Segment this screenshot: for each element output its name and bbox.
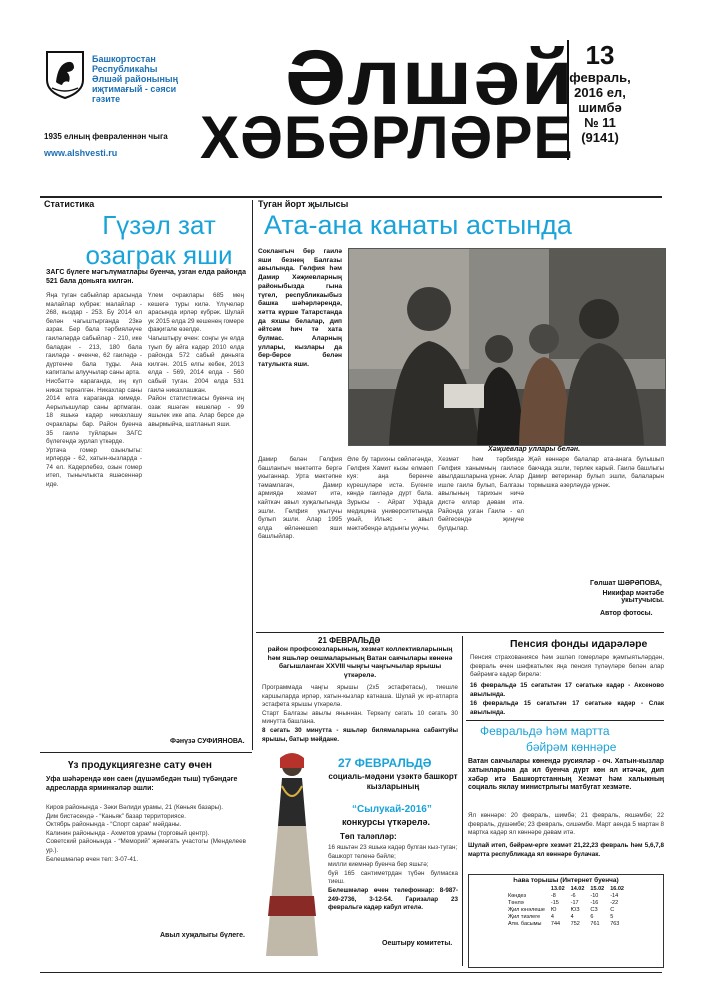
weather-cell: -16 <box>590 900 599 906</box>
website-link[interactable]: www.alshvesti.ru <box>44 148 118 158</box>
weather-row-label: Төнлә <box>508 900 524 906</box>
weather-cell: 761 <box>590 921 600 927</box>
logo-emblem <box>44 50 86 100</box>
left-bottom-rule <box>40 752 252 753</box>
weather-row <box>505 893 627 900</box>
sale-line-1: Киров районында - Зәки Вәлиди урамы, 21 (Көньяк базары). <box>46 804 224 811</box>
photo-credit: Автор фотосы. <box>600 610 653 617</box>
date-weekday: шимбә <box>578 100 622 115</box>
pension-bottom-rule <box>466 720 664 721</box>
masthead-title-line2: ХӘБӘРЛӘРЕ <box>200 104 574 171</box>
left-p5: Чагыштыру өчен: соңгы ун елда туып бу айга кадәр 2010 елда районда 572 сабый дөньяга килгән. 2015 елгы кебек, 2013 елда - 569, 2014 елда - 560 сабый туган. 2004 елда 531 гаилә никахлашкан. <box>148 334 244 394</box>
center-signature: Гөлшат ШӘРӘПОВА, <box>590 580 662 587</box>
left-col-2 <box>148 292 244 430</box>
page-bottom-rule <box>40 972 662 973</box>
weather-row <box>505 900 627 907</box>
center-col-2: Әле бу тарихны сөйләгәндә, Гөлфия Хамит кызы елмаеп куя: аңа беренче күрешүләре истә. Бүгенге көндә гаиләдә дүрт бала. Зурысы - Айрат Уфада медицина университетында укый, Ильяс - авыл мәктәбендә алдынгы укучы. <box>347 456 433 532</box>
date-year: 2016 ел, <box>574 85 626 100</box>
masthead-rule <box>40 196 662 198</box>
weather-cell: Ю <box>550 907 557 913</box>
pension-heading: Пенсия фонды идарәләре <box>510 638 648 650</box>
weather-cell: -17 <box>570 900 579 906</box>
event27-req-2: башкорт теленә бәйле; <box>328 852 396 860</box>
weather-cell: -6 <box>570 893 576 899</box>
pension-line-1: 16 февральдә 15 сәгатьтән 17 сәгатькә кадәр - Аксеново авылында. <box>470 682 664 698</box>
weather-row-label: Җил юнәлеше <box>508 907 545 913</box>
weather-row-label: Көндез <box>508 893 527 899</box>
event21-text-2: Старт Балгазы авылы яныннан. Теркәлү сәгать 10 сәгать 30 минутта башлана. <box>262 709 458 726</box>
pension-line-2: 16 февральдә 15 сәгатьтән 17 сәгатькә кадәр - Слак авылында. <box>470 700 664 716</box>
event21-heading: 21 ФЕВРАЛЬДӘ <box>318 636 381 645</box>
holiday-text: Ял көннәре: 20 февраль, шимбә; 21 февраль, якшәмбе; 22 февраль, дүшәмбе; 23 февраль, сишәмбе. Март аенда 5 мартан 8 мартка кадәр ял көннәре дәвам итә. <box>468 812 664 837</box>
masthead-title-line1: Әлшәй <box>285 33 574 121</box>
holiday-heading-line1: Февральдә һәм мартта <box>480 724 610 738</box>
publisher-text: Башкортостан Республикаһы Әлшәй районының иҗтимағый - сәяси гәзите <box>92 54 179 104</box>
weather-row-label: Атм. басымы <box>508 921 542 927</box>
weather-cell: 4 <box>550 914 554 920</box>
weather-cell: 6 <box>590 914 594 920</box>
left-title-line1: Гүзәл зат <box>102 210 216 240</box>
column-divider-center <box>462 636 463 966</box>
left-p2: Нисбәттә караганда, иң күп никах теркәлгән. Никахлар саны 2014 елга караганда кимеде. Аерылышулар саны артмаган. 18 яшькә кадәр никахлашу очраклары бар. Район буенча 35 гаилә туйларын ЗАГС бүлегендә зурлап үткәрде. <box>46 377 142 446</box>
weather-cell: -10 <box>590 893 599 899</box>
weather-table <box>505 886 627 928</box>
event27-contest-tail: конкурсы үткәрелә. <box>342 817 431 827</box>
weather-cell: 752 <box>570 921 580 927</box>
center-bottom-rule <box>256 632 664 633</box>
sale-line-5: Советский районында - “Меморий” җәмәгать участогы (Менделеев ур.). <box>46 838 246 854</box>
date-month: февраль, <box>569 70 631 85</box>
left-p1: Яңа туган сабыйлар арасында малайлар күбрәк: малайлар - 268, кыздар - 253. Бу 2014 ел белән чагыштырганда 23кә азрак. Бер бала тәрбияләүче гаиләләрдә сабыйлар - 210, ике баладан - 213, 180 бала гаиләдә - өченче, 62 гаиләдә - дүртенче бала туды. Ана капиталы алуучылар саны арта. <box>46 292 142 377</box>
weather-row <box>505 914 627 921</box>
weather-cell: -8 <box>550 893 556 899</box>
weather-date: 16.02 <box>610 886 624 892</box>
event27-subheading: социаль-мәдәни үзәктә башкорт кызларының <box>328 772 458 791</box>
sale-line-3: Октябрь районында - “Спорт сарае” мәйданы. <box>46 821 182 829</box>
event27-contacts: Белешмәләр өчен телефоннар: 8-987-249-2736, 3-12-54. Гаризалар 23 февральгә кадәр кабул ителә. <box>328 886 458 912</box>
weather-cell: -14 <box>610 893 619 899</box>
event27-contest: “Сылукай-2016” <box>352 804 432 815</box>
event21-text <box>262 684 458 744</box>
date-box <box>567 40 631 160</box>
center-title: Ата-ана канаты астында <box>264 210 572 240</box>
center-col-4: Җәй көннәре балалар ата-анага булышып бакчада эшли, терлек карый. Гаилә башлыгы Дамир ветеринар булып эшли, балаларын тормышка әзерләүдә үрнәк. <box>528 456 664 489</box>
weather-cell: 5 <box>610 914 614 920</box>
column-divider-left <box>252 200 253 750</box>
weather-cell: СЗ <box>590 907 598 913</box>
center-col-1: Дамир белән Гөлфия башлангыч мәктәптә бергә укыганнар. Урта мәктәпне тәмамлагач, Дамир армиядә хезмәт итә, кайткач авыл хуҗалыгында эшли. Гөлфия укытучы булып эшли. Алар 1995 елда өйләнешеп яши башлыйлар. <box>258 456 342 541</box>
left-p3: Уртача гомер озынлыгы: ирләрдә - 62, хатын-кызларда - 74 ел. Кадерлебез, озын гомер итеп, тынычлыкта яшәсеннәр иде. <box>46 446 142 489</box>
photo-caption: Хәҗиевлар уллары белән. <box>488 446 581 453</box>
since-text: 1935 елның февраленнән чыга <box>44 132 168 141</box>
weather-row-label: Җил тизлеге <box>508 914 541 920</box>
holiday-lead: Ватан сакчылары көнендә русияләр - оч. Хатын-кызлар хатынларына да ил буенча дүрт көн ял итәчәк, дип хәбәр итә Башкортстанның Хезмәт һәм халыкның социаль яклау министрлыгы матбугат хезмәте. <box>468 758 664 792</box>
weather-header-row <box>505 886 627 893</box>
center-intro: Соклангыч бер гаилә яши безнең Балгазы авылында. Гөлфия һәм Дамир Хәҗиевларның районыбызда гына түгел, республикаыбыз башка шәһәрләрендә, хәтта күрше Татарстанда да яхшы белалар, дип әйтсәм һич тә хата булмас. Аларның уллары, кызлары да бер-берсе белән татулыкта яши. <box>258 248 342 369</box>
left-p4: Үлем очраклары 685 мең кешегә туры килә. Үлүчеләр арасында ирләр күбрәк. Шулай ук 2015 елда 29 кешенең гомере фаҗигале өзелде. <box>148 292 244 334</box>
weather-row <box>505 907 627 914</box>
weather-cell: 4 <box>570 914 574 920</box>
weather-cell: -15 <box>550 900 559 906</box>
left-p6: Район статистикасы буенча иң озак яшәгән кешеләр - 99 яшьлек ике апа. Алар берсе дә авырмыйча, шатланып яши. <box>148 395 244 428</box>
weather-cell: ЮЗ <box>570 907 580 913</box>
event27-req-list <box>328 844 458 913</box>
event27-req-heading: Төп таләпләр: <box>340 832 397 841</box>
weather-box <box>468 874 664 968</box>
family-photo <box>348 248 666 446</box>
weather-heading: Һава торышы (Интернет буенча) <box>513 877 619 884</box>
left-col-1 <box>46 292 142 490</box>
holiday-text-2: Шулай итеп, бәйрәм-ерге хезмәт 21,22,23 февраль һәм 5,6,7,8 мартта республикада ял көннәре булачак. <box>468 842 664 858</box>
sale-heading: Үз продукциягезне сату өчен <box>68 760 212 771</box>
sale-lead: Уфа шәһәрендә көн саен (дүшәмбедән тыш) түбәндәге адресларда ярминкәләр эшли: <box>46 776 238 792</box>
pension-text: Пенсия страхованиясе һәм эшләп гомерләре җәмгыятьләрдән, февраль өчен шәфкатьлек яңа пенсия түләүләре белән алар бәйрәмгә кадәр бирелә: <box>470 654 664 679</box>
event21-text-1: Программада чаңгы ярышы (2х5 эстафетасы), тиешле каршыларда ирләр, хатын-кызлар катнаша. Шулай ук ир-атларга эстафета ярышы үткәрелә. <box>262 684 458 709</box>
weather-cell: 744 <box>550 921 561 927</box>
event27-req-4: буй 165 сантиметрдан түбән булмаска тиеш. <box>328 869 458 886</box>
sale-list <box>46 804 246 864</box>
center-rubric: Туган йорт җылысы <box>258 199 349 209</box>
weather-cell: С <box>610 907 615 913</box>
event27-req-3: милли киемнәр буенча бер яшьтә; <box>328 861 429 869</box>
sale-line-6: Белешмәләр өчен тел: 3-07-41. <box>46 855 139 863</box>
event27-req-1: 16 яшьтән 23 яшькә кадәр булган кыз-туган; <box>328 844 458 851</box>
weather-date: 15.02 <box>590 886 605 892</box>
holiday-heading-line2: бәйрәм көннәре <box>526 740 617 754</box>
left-lead: ЗАГС бүлеге мәгълүматлары буенча, узган елда районда 521 бала доньяга килгән. <box>46 269 247 285</box>
event27-figure <box>262 746 322 968</box>
event21-text-3: 8 сәгать 30 минутта - яшьләр билямаларына сабантуйы ярышы, батыр мәйдане. <box>262 726 458 743</box>
left-title-line2: озаграк яши <box>85 240 233 270</box>
weather-row <box>505 921 627 928</box>
weather-cell: -22 <box>610 900 619 906</box>
center-signature-role: Никифар мәктәбе укытучысы. <box>602 590 664 604</box>
sale-signature: Авыл хуҗалыгы бүлеге. <box>160 932 245 939</box>
event27-heading: 27 ФЕВРАЛЬДӘ <box>338 756 432 770</box>
event27-organizer: Оештыру комитеты. <box>382 940 453 947</box>
weather-date: 14.02 <box>570 886 585 892</box>
event21-subheading: район профсоюзларының, хезмәт коллективларының һәм яшьләр оешмаларының Ватан сакчылары көненә багышланган XXVIII чыңгы чаңгычылар ярышы үткәрелә. <box>267 646 453 679</box>
issue-total: (9141) <box>581 130 619 145</box>
left-rubric: Статистика <box>44 199 95 209</box>
weather-cell: 763 <box>610 921 620 927</box>
sale-line-2: Дим бистәсендә - “Каньяк” базар территориясе. <box>46 812 186 820</box>
center-col-3: Хезмәт һәм тәрбиядә Гөлфия ханымның гаиләсе авылдашларына үрнәк. Алар ишле гаилә булып, Балгазы авылының тарихын ничә дистә еллар дәвам итә. Районда узган Гаилә - ел бәйгесендә җиңүче булдылар. <box>438 456 524 532</box>
sale-line-4: Калинин районында - Ахметов урамы (торговый центр). <box>46 829 210 837</box>
left-signature: Фәнүзә СУФИЯНОВА. <box>170 738 245 745</box>
date-day: 13 <box>585 40 615 70</box>
issue-number: № 11 <box>584 115 616 130</box>
weather-date: 13.02 <box>550 886 565 892</box>
